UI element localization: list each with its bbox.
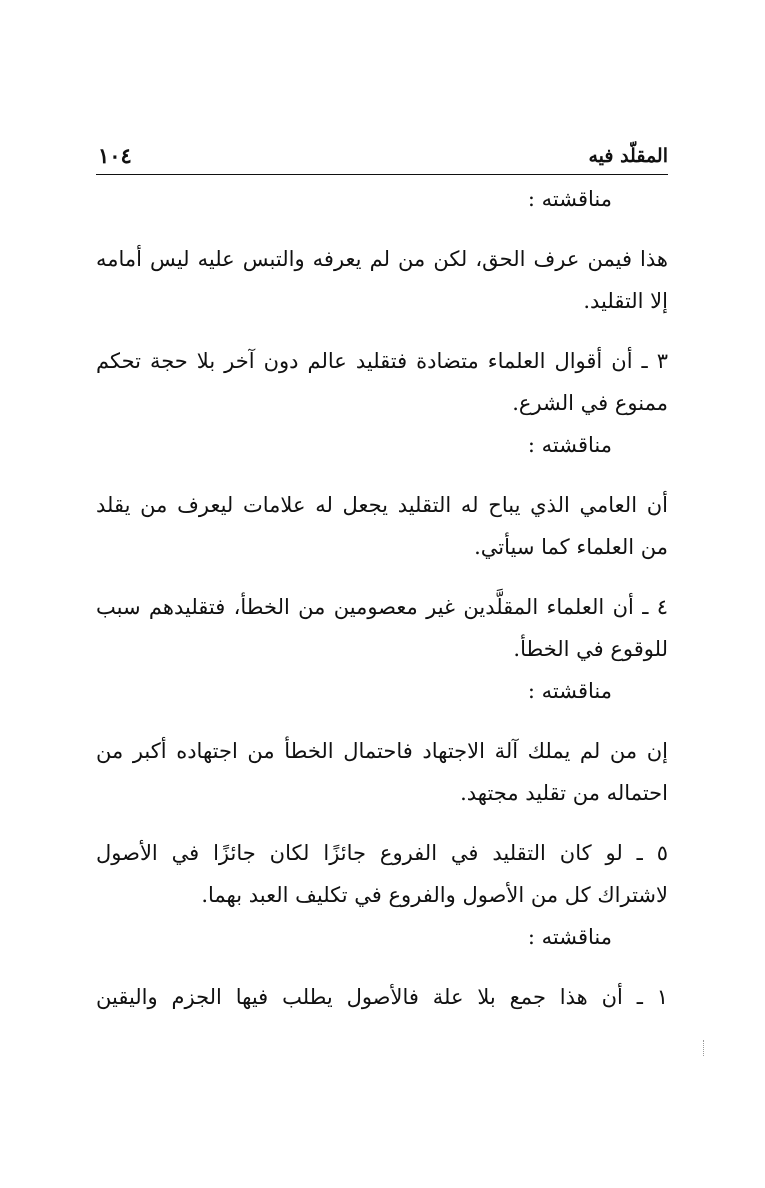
text-line: ٤ ـ أن العلماء المقلَّدين غير معصومين من الخطأ، فتقليدهم سبب — [96, 595, 668, 619]
chapter-title: المقلّد فيه — [588, 145, 668, 167]
text-line: إن من لم يملك آلة الاجتهاد فاحتمال الخطأ من اجتهاده أكبر من — [96, 739, 668, 763]
paragraph-gap — [96, 712, 668, 730]
paragraph-gap — [96, 466, 668, 484]
paragraph-gap — [96, 322, 668, 340]
paragraph-gap — [96, 958, 668, 976]
margin-mark — [703, 1040, 708, 1056]
text-line: أن العامي الذي يباح له التقليد يجعل له علامات ليعرف من يقلد — [96, 493, 668, 517]
body-text — [96, 178, 668, 1018]
text-line: ١ ـ أن هذا جمع بلا علة فالأصول يطلب فيها الجزم واليقين — [96, 985, 668, 1009]
text-line: للوقوع في الخطأ. — [513, 637, 668, 661]
text-line: لاشتراك كل من الأصول والفروع في تكليف العبد بهما. — [201, 883, 668, 907]
discussion-heading: مناقشته : — [527, 433, 612, 457]
paragraph-gap — [96, 220, 668, 238]
text-line: ٥ ـ لو كان التقليد في الفروع جائزًا لكان جائزًا في الأصول — [96, 841, 668, 865]
text-line: إلا التقليد. — [583, 289, 668, 313]
text-line: هذا فيمن عرف الحق، لكن من لم يعرفه والتبس عليه ليس أمامه — [96, 247, 668, 271]
text-line: احتماله من تقليد مجتهد. — [460, 781, 668, 805]
page-number: ١٠٤ — [98, 143, 132, 168]
paragraph-gap — [96, 814, 668, 832]
header-rule — [96, 174, 668, 175]
discussion-heading: مناقشته : — [527, 187, 612, 211]
paragraph-gap — [96, 568, 668, 586]
text-line: ممنوع في الشرع. — [512, 391, 668, 415]
running-header — [96, 138, 668, 174]
discussion-heading: مناقشته : — [527, 925, 612, 949]
discussion-heading: مناقشته : — [527, 679, 612, 703]
text-line: من العلماء كما سيأتي. — [474, 535, 668, 559]
text-line: ٣ ـ أن أقوال العلماء متضادة فتقليد عالم دون آخر بلا حجة تحكم — [96, 349, 668, 373]
